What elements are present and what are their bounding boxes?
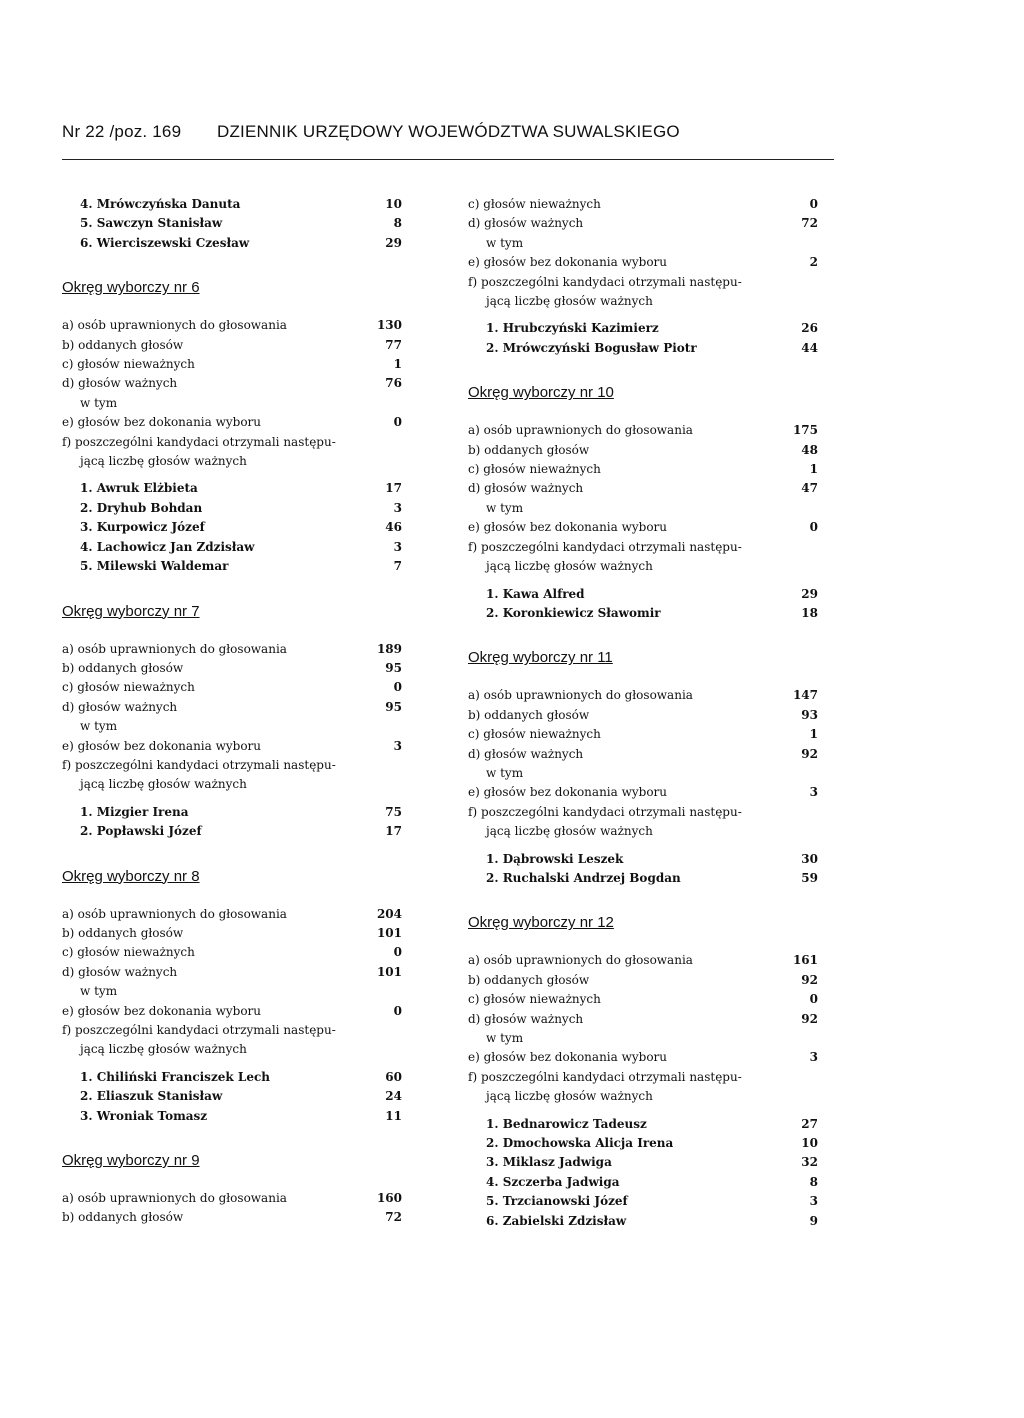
- row-label: e) głosów bez dokonania wyboru: [468, 785, 668, 800]
- invalid-votes-row: [62, 678, 402, 697]
- row-label: 5. Sawczyn Stanisław: [80, 216, 223, 231]
- candidate-row: [62, 557, 402, 576]
- valid-votes-row: [62, 374, 402, 393]
- count-value: 76: [385, 376, 402, 391]
- invalid-votes-row: [62, 943, 402, 962]
- valid-votes-row: [468, 479, 818, 498]
- row-label: d) głosów ważnych: [468, 481, 584, 496]
- row-label: b) oddanych głosów: [62, 337, 184, 352]
- including-label: w tym: [80, 719, 118, 734]
- row-label: 1. Kawa Alfred: [486, 586, 585, 601]
- count-value: 9: [809, 1213, 818, 1228]
- eligible-voters-row: [468, 421, 818, 440]
- no-choice-row: [468, 1048, 818, 1067]
- count-value: 46: [385, 520, 402, 535]
- count-value: 11: [385, 1108, 402, 1123]
- votes-cast-row: [62, 1208, 402, 1227]
- district-12: [468, 914, 818, 1231]
- row-label: d) głosów ważnych: [468, 216, 584, 231]
- district-6: [62, 279, 402, 576]
- count-value: 3: [393, 539, 402, 554]
- count-value: 48: [801, 442, 818, 457]
- row-label: 5. Trzcianowski Józef: [486, 1194, 628, 1209]
- count-value: 95: [385, 699, 402, 714]
- row-label: 3. Wroniak Tomasz: [80, 1108, 208, 1123]
- count-value: 0: [809, 520, 818, 535]
- candidate-row: [62, 538, 402, 557]
- count-value: 59: [801, 870, 818, 885]
- count-value: 161: [792, 953, 818, 968]
- district-title: Okręg wyborczy nr 7: [62, 602, 200, 620]
- count-value: 3: [809, 1050, 818, 1065]
- count-value: 2: [809, 255, 818, 270]
- row-label: d) głosów ważnych: [62, 699, 178, 714]
- candidates-heading-cont: jącą liczbę głosów ważnych: [80, 454, 247, 469]
- journal-title: DZIENNIK URZĘDOWY WOJEWÓDZTWA SUWALSKIEGO: [217, 122, 680, 141]
- invalid-votes-row: [468, 195, 818, 214]
- district-title: Okręg wyborczy nr 12: [468, 914, 614, 932]
- candidates-heading-cont: jącą liczbę głosów ważnych: [486, 824, 653, 839]
- count-value: 1: [393, 357, 402, 372]
- issue-reference: Nr 22 /poz. 169: [62, 122, 182, 141]
- row-label: b) oddanych głosów: [62, 660, 184, 675]
- row-label: 2. Ruchalski Andrzej Bogdan: [486, 870, 681, 885]
- row-label: c) głosów nieważnych: [468, 727, 601, 742]
- row-label: 1. Chiliński Franciszek Lech: [80, 1069, 270, 1084]
- count-value: 175: [792, 423, 818, 438]
- district-9: [62, 1152, 402, 1228]
- district-9-continued: [468, 195, 818, 358]
- row-label: a) osób uprawnionych do głosowania: [62, 1191, 287, 1206]
- row-label: 4. Mrówczyńska Danuta: [80, 197, 241, 211]
- invalid-votes-row: [468, 725, 818, 744]
- eligible-voters-row: [468, 686, 818, 705]
- count-value: 92: [801, 972, 818, 987]
- no-choice-row: [468, 783, 818, 802]
- candidates-heading-cont: jącą liczbę głosów ważnych: [80, 1042, 247, 1057]
- district-title: Okręg wyborczy nr 10: [468, 384, 614, 402]
- candidate-row: [62, 1107, 402, 1126]
- candidate-row: [468, 1173, 818, 1192]
- count-value: 92: [801, 746, 818, 761]
- column-right: [468, 195, 818, 1231]
- row-label: 3. Miklasz Jadwiga: [486, 1155, 612, 1170]
- row-label: c) głosów nieważnych: [468, 462, 601, 477]
- count-value: 3: [393, 738, 402, 753]
- row-label: 1. Hrubczyński Kazimierz: [486, 321, 659, 336]
- candidates-heading-cont: jącą liczbę głosów ważnych: [486, 294, 653, 309]
- candidate-row: [62, 195, 402, 214]
- row-label: 2. Dmochowska Alicja Irena: [486, 1136, 674, 1151]
- candidate-row: [62, 803, 402, 822]
- count-value: 160: [376, 1191, 402, 1206]
- row-label: 6. Zabielski Zdzisław: [486, 1213, 627, 1228]
- count-value: 1: [809, 462, 818, 477]
- no-choice-row: [62, 1002, 402, 1021]
- count-value: 29: [385, 235, 402, 250]
- row-label: a) osób uprawnionych do głosowania: [62, 641, 287, 656]
- candidate-row: [62, 518, 402, 537]
- count-value: 101: [376, 964, 402, 979]
- eligible-voters-row: [62, 640, 402, 659]
- row-label: 4. Lachowicz Jan Zdzisław: [80, 539, 255, 554]
- row-label: c) głosów nieważnych: [62, 357, 195, 372]
- row-label: d) głosów ważnych: [62, 376, 178, 391]
- count-value: 8: [393, 216, 402, 231]
- count-value: 8: [809, 1174, 818, 1189]
- row-label: 4. Szczerba Jadwiga: [486, 1174, 620, 1189]
- candidate-row: [468, 319, 818, 338]
- candidate-row: [468, 869, 818, 888]
- row-label: b) oddanych głosów: [468, 442, 590, 457]
- row-label: e) głosów bez dokonania wyboru: [62, 738, 262, 753]
- votes-cast-row: [62, 659, 402, 678]
- candidate-row: [468, 604, 818, 623]
- eligible-voters-row: [468, 951, 818, 970]
- row-label: 1. Dąbrowski Leszek: [486, 851, 624, 866]
- candidate-row: [468, 1192, 818, 1211]
- count-value: 0: [393, 415, 402, 430]
- including-label: w tym: [80, 984, 118, 999]
- row-label: b) oddanych głosów: [468, 707, 590, 722]
- row-label: e) głosów bez dokonania wyboru: [468, 255, 668, 270]
- row-label: e) głosów bez dokonania wyboru: [468, 520, 668, 535]
- count-value: 93: [801, 707, 818, 722]
- count-value: 60: [385, 1069, 402, 1084]
- row-label: 1. Mizgier Irena: [80, 804, 189, 819]
- valid-votes-row: [62, 698, 402, 717]
- candidates-heading-cont: jącą liczbę głosów ważnych: [486, 1089, 653, 1104]
- row-label: b) oddanych głosów: [62, 925, 184, 940]
- row-label: 2. Mrówczyński Bogusław Piotr: [486, 340, 697, 355]
- candidate-row: [468, 339, 818, 358]
- row-label: b) oddanych głosów: [468, 972, 590, 987]
- district-title: Okręg wyborczy nr 6: [62, 279, 200, 297]
- no-choice-row: [468, 518, 818, 537]
- row-label: c) głosów nieważnych: [62, 680, 195, 695]
- count-value: 44: [801, 340, 818, 355]
- district-7: [62, 603, 402, 842]
- votes-cast-row: [468, 971, 818, 990]
- row-label: c) głosów nieważnych: [62, 945, 195, 960]
- count-value: 17: [385, 481, 402, 496]
- invalid-votes-row: [468, 460, 818, 479]
- count-value: 92: [801, 1011, 818, 1026]
- count-value: 130: [376, 318, 402, 333]
- row-label: a) osób uprawnionych do głosowania: [468, 953, 693, 968]
- row-label: d) głosów ważnych: [468, 1011, 584, 1026]
- row-label: 1. Awruk Elżbieta: [80, 481, 198, 496]
- district-title: Okręg wyborczy nr 9: [62, 1152, 200, 1170]
- row-label: 2. Dryhub Bohdan: [80, 500, 203, 515]
- count-value: 0: [393, 1003, 402, 1018]
- count-value: 77: [385, 337, 402, 352]
- count-value: 204: [376, 906, 402, 921]
- candidate-row: [62, 822, 402, 841]
- count-value: 75: [385, 804, 402, 819]
- no-choice-row: [468, 253, 818, 272]
- count-value: 1: [809, 727, 818, 742]
- candidate-row: [468, 1115, 818, 1134]
- count-value: 26: [801, 321, 818, 336]
- district-title: Okręg wyborczy nr 11: [468, 649, 613, 667]
- row-label: a) osób uprawnionych do głosowania: [62, 906, 287, 921]
- valid-votes-row: [468, 745, 818, 764]
- count-value: 95: [385, 660, 402, 675]
- candidates-heading: f) poszczególni kandydaci otrzymali następu-: [468, 1069, 742, 1084]
- count-value: 101: [376, 925, 402, 940]
- count-value: 24: [385, 1089, 402, 1104]
- row-label: e) głosów bez dokonania wyboru: [62, 415, 262, 430]
- column-left: [62, 195, 402, 1228]
- candidate-row: [468, 1153, 818, 1172]
- page-header: [62, 122, 842, 142]
- invalid-votes-row: [468, 990, 818, 1009]
- count-value: 72: [801, 216, 818, 231]
- count-value: 0: [809, 992, 818, 1007]
- candidate-row: [468, 850, 818, 869]
- invalid-votes-row: [62, 355, 402, 374]
- candidates-heading: f) poszczególni kandydaci otrzymali następu-: [62, 1023, 336, 1037]
- row-label: 2. Eliaszuk Stanisław: [80, 1089, 223, 1104]
- eligible-voters-row: [62, 1189, 402, 1208]
- eligible-voters-row: [62, 316, 402, 335]
- candidate-row: [62, 479, 402, 498]
- candidates-heading: f) poszczególni kandydaci otrzymali następu-: [468, 539, 742, 554]
- including-label: w tym: [486, 235, 524, 250]
- count-value: 32: [801, 1155, 818, 1170]
- district-title: Okręg wyborczy nr 8: [62, 867, 200, 885]
- row-label: a) osób uprawnionych do głosowania: [468, 423, 693, 438]
- row-label: e) głosów bez dokonania wyboru: [62, 1003, 262, 1018]
- valid-votes-row: [468, 1010, 818, 1029]
- district-8: [62, 868, 402, 1126]
- including-label: w tym: [486, 1031, 524, 1045]
- count-value: 147: [792, 688, 818, 703]
- count-value: 17: [385, 824, 402, 839]
- candidate-row: [62, 1068, 402, 1087]
- row-label: 1. Bednarowicz Tadeusz: [486, 1116, 647, 1131]
- row-label: 3. Kurpowicz Józef: [80, 520, 205, 535]
- row-label: a) osób uprawnionych do głosowania: [62, 318, 287, 333]
- candidates-heading: f) poszczególni kandydaci otrzymali następu-: [468, 804, 742, 819]
- valid-votes-row: [62, 963, 402, 982]
- count-value: 0: [393, 945, 402, 960]
- count-value: 27: [801, 1116, 818, 1131]
- row-label: 5. Milewski Waldemar: [80, 559, 229, 574]
- votes-cast-row: [468, 441, 818, 460]
- row-label: e) głosów bez dokonania wyboru: [468, 1050, 668, 1065]
- row-label: c) głosów nieważnych: [468, 992, 601, 1007]
- header-rule: [62, 159, 834, 160]
- votes-cast-row: [62, 336, 402, 355]
- including-label: w tym: [80, 395, 118, 410]
- district-11: [468, 649, 818, 888]
- count-value: 29: [801, 586, 818, 601]
- count-value: 30: [801, 851, 818, 866]
- row-label: d) głosów ważnych: [62, 964, 178, 979]
- including-label: w tym: [486, 765, 524, 780]
- count-value: 7: [393, 559, 402, 574]
- count-value: 0: [393, 680, 402, 695]
- votes-cast-row: [62, 924, 402, 943]
- row-label: b) oddanych głosów: [62, 1210, 184, 1225]
- row-label: d) głosów ważnych: [468, 746, 584, 761]
- candidate-row: [468, 1212, 818, 1231]
- candidate-row: [62, 234, 402, 253]
- count-value: 72: [385, 1210, 402, 1225]
- row-label: 6. Wierciszewski Czesław: [80, 235, 250, 250]
- continued-candidates: [62, 195, 402, 253]
- candidate-row: [62, 499, 402, 518]
- votes-cast-row: [468, 706, 818, 725]
- candidates-heading-cont: jącą liczbę głosów ważnych: [80, 777, 247, 792]
- row-label: 2. Popławski Józef: [80, 824, 202, 839]
- candidates-heading: f) poszczególni kandydaci otrzymali następu-: [62, 434, 336, 449]
- candidate-row: [62, 1087, 402, 1106]
- candidate-row: [62, 214, 402, 233]
- count-value: 47: [801, 481, 818, 496]
- no-choice-row: [62, 413, 402, 432]
- row-label: c) głosów nieważnych: [468, 197, 601, 211]
- count-value: 10: [385, 197, 402, 211]
- count-value: 3: [809, 1194, 818, 1209]
- candidates-heading-cont: jącą liczbę głosów ważnych: [486, 559, 653, 574]
- count-value: 189: [376, 641, 402, 656]
- row-label: a) osób uprawnionych do głosowania: [468, 688, 693, 703]
- count-value: 18: [801, 605, 818, 620]
- no-choice-row: [62, 737, 402, 756]
- count-value: 3: [393, 500, 402, 515]
- including-label: w tym: [486, 500, 524, 515]
- count-value: 0: [809, 197, 818, 211]
- candidate-row: [468, 1134, 818, 1153]
- valid-votes-row: [468, 214, 818, 233]
- district-10: [468, 384, 818, 623]
- row-label: 2. Koronkiewicz Sławomir: [486, 605, 661, 620]
- candidate-row: [468, 585, 818, 604]
- candidates-heading: f) poszczególni kandydaci otrzymali następu-: [62, 757, 336, 772]
- count-value: 10: [801, 1136, 818, 1151]
- candidates-heading: f) poszczególni kandydaci otrzymali następu-: [468, 274, 742, 289]
- count-value: 3: [809, 785, 818, 800]
- eligible-voters-row: [62, 905, 402, 924]
